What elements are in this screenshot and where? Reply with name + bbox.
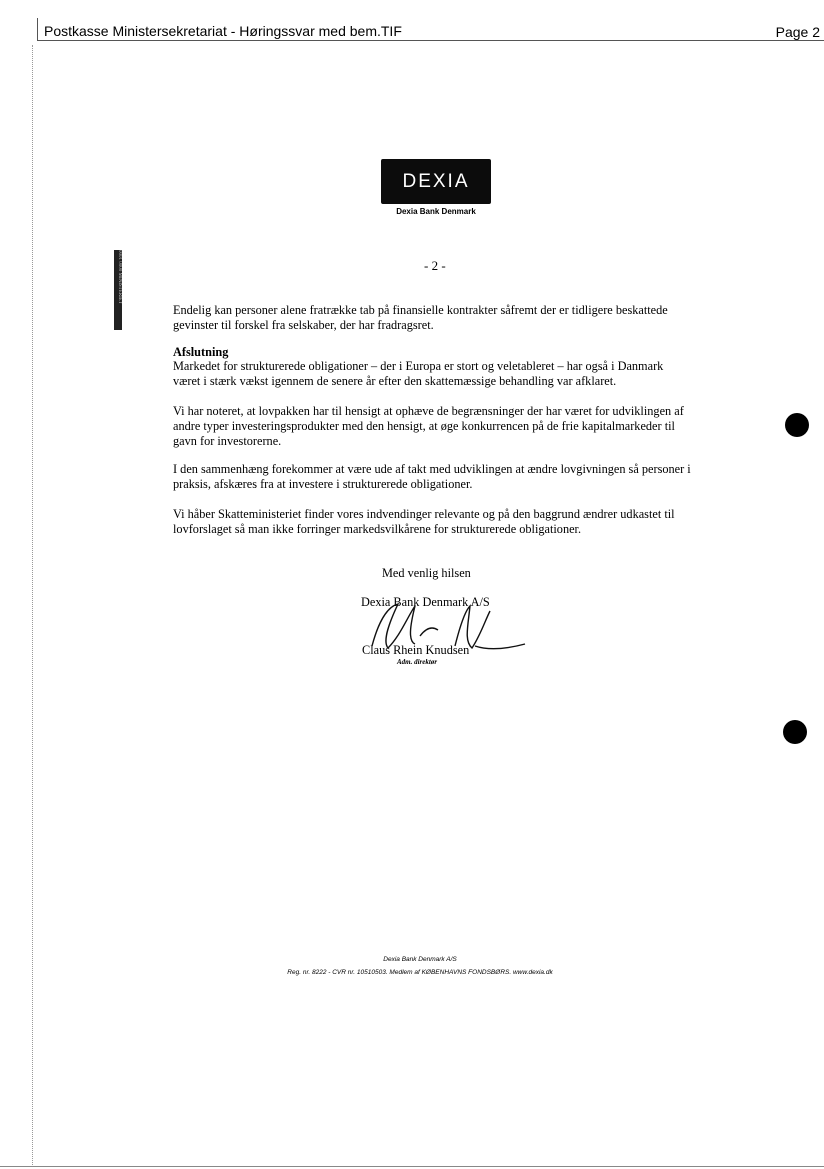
paragraph-1: Endelig kan personer alene fratrække tab på finansielle kontrakter såfremt der er tidligere beskattede gevinster til forskel fra selskaber, der har fradragsret. — [173, 303, 668, 332]
closing-greeting: Med venlig hilsen — [382, 566, 471, 580]
punch-hole-top — [785, 413, 809, 437]
footer-company: Dexia Bank Denmark A/S — [383, 956, 457, 963]
signer-name: Claus Rhein Knudsen — [362, 643, 470, 657]
document-title: Postkasse Ministersekretariat - Høringssvar med bem.TIF — [44, 23, 402, 39]
section-heading: Afslutning — [173, 345, 229, 359]
header-left-border — [37, 18, 38, 41]
paragraph-5: Vi håber Skatteministeriet finder vores indvendinger relevante og på den baggrund ændrer udkastet til lovforslaget så man ikke forringer markedsvilkårene for strukturerede obligationer. — [173, 507, 675, 536]
paragraph-2: Markedet for strukturerede obligationer – der i Europa er stort og veletableret – har også i Danmark været i stærk vækst igennem de senere år efter den skattemæssige behandling var afklaret. — [173, 359, 664, 388]
paragraph-4: I den sammenhæng forekommer at være ude af takt med udviklingen at ændre lovgivningen så personer i praksis, afskæres fra at investere i strukturerede obligationer. — [173, 462, 691, 491]
page-marker: - 2 - — [424, 258, 446, 273]
header-rule — [38, 40, 824, 41]
company-name: Dexia Bank Denmark A/S — [361, 595, 490, 609]
scan-left-edge — [32, 45, 33, 1165]
page-number: Page 2 — [775, 24, 820, 40]
scan-bottom-edge — [0, 1166, 824, 1167]
paragraph-3: Vi har noteret, at lovpakken har til hensigt at ophæve de begrænsninger der har været for udviklingen af andre typer investeringsprodukter med den hensigt, at øge konkurrencen på de frie kapitalmarkeder til gavn for investorerne. — [173, 404, 684, 448]
side-stamp: 0001 0000 MINISTERIET — [114, 250, 122, 330]
logo-caption: Dexia Bank Denmark — [396, 207, 476, 216]
punch-hole-bottom — [783, 720, 807, 744]
dexia-logo: DEXIA — [381, 159, 491, 204]
footer-registration: Reg. nr. 8222 - CVR nr. 10510503. Medlem af KØBENHAVNS FONDSBØRS. www.dexia.dk — [287, 969, 553, 976]
signer-title: Adm. direktør — [397, 658, 438, 666]
